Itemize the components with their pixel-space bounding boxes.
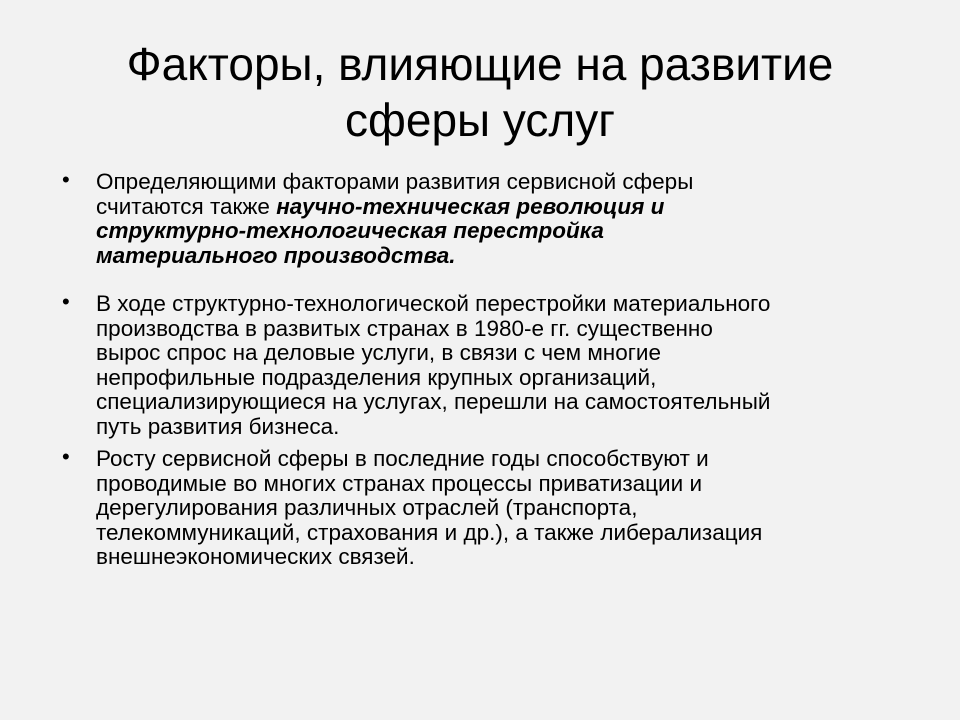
bullet-3-line-1: Росту сервисной сферы в последние годы способствуют и bbox=[96, 446, 709, 471]
bullet-item-1 bbox=[62, 167, 922, 268]
bullet-dot-icon: • bbox=[62, 444, 70, 469]
title-line-2: сферы услуг bbox=[345, 94, 615, 146]
slide-title bbox=[40, 36, 920, 148]
bullet-1-emphasis-line-4: материального производства. bbox=[96, 242, 456, 268]
bullet-dot-icon: • bbox=[62, 289, 70, 314]
bullet-2-line-6: путь развития бизнеса. bbox=[96, 413, 340, 439]
bullet-1-emphasis-text: научно-техническая революция и bbox=[276, 193, 665, 219]
bullet-3-line-3: дерегулирования различных отраслей (транспорта, bbox=[96, 495, 638, 520]
bullet-3-line-4: телекоммуникаций, страхования и др.), а также либерализация bbox=[96, 519, 763, 545]
bullet-1-emphasis-line-3: структурно-технологическая перестройка bbox=[96, 218, 604, 243]
bullet-item-2 bbox=[62, 289, 922, 439]
bullet-2-line-2: производства в развитых странах в 1980-е гг. существенно bbox=[96, 315, 713, 341]
bullet-2-line-3: вырос спрос на деловые услуги, в связи с чем многие bbox=[96, 340, 662, 365]
bullet-1-plain-text: считаются также bbox=[96, 193, 277, 219]
bullet-2-line-1: В ходе структурно-технологической перестройки материального bbox=[96, 291, 771, 316]
bullet-2-line-5: специализирующиеся на услугах, перешли на самостоятельный bbox=[96, 389, 771, 414]
title-line-1: Факторы, влияющие на развитие bbox=[126, 38, 834, 90]
bullet-3-line-2: проводимые во многих странах процессы приватизации и bbox=[96, 470, 703, 496]
bullet-dot-icon: • bbox=[62, 167, 70, 192]
bullet-1-line-1: Определяющими факторами развития сервисной сферы bbox=[96, 169, 694, 194]
bullet-list bbox=[62, 167, 922, 570]
bullet-3-line-5: внешнеэкономических связей. bbox=[96, 544, 415, 569]
bullet-item-3 bbox=[62, 444, 922, 570]
bullet-1-line-2 bbox=[96, 195, 922, 220]
bullet-2-line-4: непрофильные подразделения крупных организаций, bbox=[96, 364, 657, 390]
